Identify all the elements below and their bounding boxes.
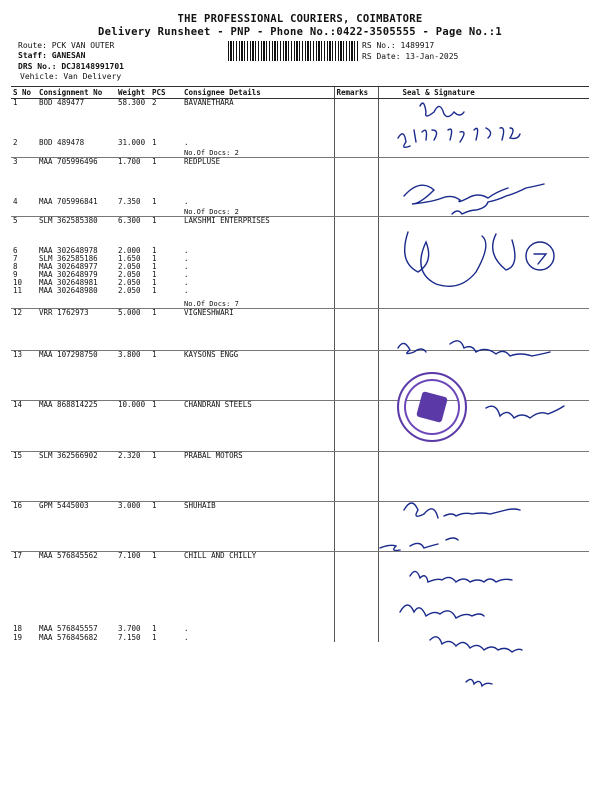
signature-cell [378,309,589,351]
signature-cell [378,198,589,206]
consignee-cell: LAKSHMI ENTERPRISES [184,216,270,225]
signature-cell [378,287,589,295]
docs-count-row [11,206,589,217]
table-row [11,271,589,279]
remarks-cell [334,309,378,351]
sno-cell: 6 [13,246,18,255]
table-row [11,600,589,633]
remarks-cell [334,552,378,600]
consignment-cell: MAA 576845562 [39,551,98,560]
table-row [11,279,589,287]
signature-cell [378,271,589,279]
sno-cell: 14 [11,401,37,452]
remarks-cell [334,198,378,206]
remarks-cell [334,247,378,255]
table-row [11,247,589,255]
col-consignee: Consignee Details [182,87,334,99]
consignee-cell: . [184,246,189,255]
docs-count: No.Of Docs: 2 [182,147,334,158]
table-row [11,351,589,401]
remarks-cell [334,255,378,263]
consignee-cell: . [184,270,189,279]
consignee-cell: . [184,254,189,263]
consignee-cell: . [184,278,189,287]
col-consignment: Consignment No [37,87,116,99]
weight-cell: 58.300 [118,98,146,107]
table-row [11,401,589,452]
weight-cell: 2.050 [118,286,141,295]
weight-cell: 2.050 [118,270,141,279]
document-subtitle: Delivery Runsheet - PNP - Phone No.:0422-3505555 - Page No.:1 [98,26,502,38]
consignee-cell: . [184,286,189,295]
consignment-cell: MAA 576845682 [39,632,98,642]
consignment-cell: MAA 302648981 [39,278,98,287]
runsheet-table [11,86,589,642]
sno-cell: 13 [11,351,37,401]
sno-cell: 2 [13,138,18,147]
consignee-cell: PRABAL MOTORS [182,452,334,502]
table-row [11,287,589,295]
weight-cell: 31.000 [118,138,146,147]
pcs-cell: 1 [150,452,182,502]
consignee-cell: BAVANETHARA [184,98,234,107]
signature-cell [378,158,589,198]
table-row [11,217,589,247]
weight-cell: 7.350 [118,197,141,206]
pcs-cell: 1 [152,286,157,295]
consignment-cell: SLM 362585380 [39,216,98,225]
weight-cell: 3.700 [118,623,141,633]
signature-cell [378,633,589,642]
pcs-cell: 1 [152,138,157,147]
consignee-cell: SHUHAIB [182,502,334,552]
sno-cell: 1 [13,98,18,107]
docs-count-row [11,295,589,309]
consignment-cell: MAA 576845557 [39,623,98,633]
pcs-cell: 1 [152,623,157,633]
pcs-cell: 1 [152,262,157,271]
sno-cell: 10 [13,278,23,287]
pcs-cell: 1 [150,351,182,401]
signature-cell [378,452,589,502]
consignment-cell: MAA 705996496 [39,157,98,166]
signature-cell [378,255,589,263]
col-pcs: PCS [150,87,182,99]
weight-cell: 2.050 [118,262,141,271]
weight-cell: 10.000 [116,401,150,452]
staff-label: Staff: GANESAN [18,51,86,60]
col-remarks: Remarks [334,87,378,99]
signature-cell [378,552,589,600]
rs-date: RS Date: 13-Jan-2025 [362,52,459,61]
consignment-cell: BOD 489478 [39,138,85,147]
weight-cell: 5.000 [116,309,150,351]
pcs-cell: 1 [152,270,157,279]
consignment-cell: MAA 302648977 [39,262,98,271]
consignee-cell: . [184,197,189,206]
route-label: Route: PCK VAN OUTER [18,41,115,50]
remarks-cell [334,99,378,139]
pcs-cell: 1 [152,197,157,206]
table-row [11,502,589,552]
remarks-cell [334,633,378,642]
weight-cell: 1.650 [118,254,141,263]
consignee-cell: CHILL AND CHILLY [184,551,257,560]
consignment-cell: SLM 362585186 [39,254,98,263]
table-row [11,158,589,198]
consignment-cell: MAA 705996841 [39,197,98,206]
drs-number: DRS No.: DCJ8148991701 [18,62,124,71]
sno-cell: 11 [13,286,23,295]
company-stamp [397,372,467,442]
table-row [11,452,589,502]
consignee-cell: REDPLUSE [184,157,221,166]
signature-cell [378,600,589,633]
table-row [11,633,589,642]
vehicle-label: Vehicle: Van Delivery [20,72,122,81]
signature-cell [378,279,589,287]
signature-cell [378,263,589,271]
signature-cell [378,247,589,255]
pcs-cell: 2 [152,98,157,107]
consignee-cell: . [184,262,189,271]
remarks-cell [334,401,378,452]
remarks-cell [334,139,378,147]
document-title: THE PROFESSIONAL COURIERS, COIMBATORE [177,13,423,25]
signature-cell [378,139,589,147]
consignee-cell: VIGNESHWARI [182,309,334,351]
weight-cell: 2.050 [118,278,141,287]
consignee-cell: KAYSONS ENGG [182,351,334,401]
table-row [11,263,589,271]
remarks-cell [334,600,378,633]
sno-cell: 9 [13,270,18,279]
table-row [11,99,589,139]
signature-cell [378,99,589,139]
remarks-cell [334,158,378,198]
sno-cell: 7 [13,254,18,263]
remarks-cell [334,287,378,295]
sno-cell: 18 [13,623,23,633]
col-seal: Seal & Signature [378,87,589,99]
signature-cell [378,502,589,552]
remarks-cell [334,263,378,271]
weight-cell: 1.700 [118,157,141,166]
remarks-cell [334,279,378,287]
sno-cell: 5 [13,216,18,225]
weight-cell: 3.800 [116,351,150,401]
weight-cell: 2.000 [118,246,141,255]
weight-cell: 2.320 [116,452,150,502]
pcs-cell: 1 [152,254,157,263]
consignee-cell: . [184,632,189,642]
remarks-cell [334,271,378,279]
weight-cell: 3.000 [116,502,150,552]
remarks-cell [334,452,378,502]
consignee-cell: . [184,138,189,147]
consignee-cell: . [184,623,189,633]
consignment-cell: MAA 302648978 [39,246,98,255]
table-header-row [11,87,589,99]
col-sno: S No [11,87,37,99]
col-weight: Weight [116,87,150,99]
weight-cell: 7.150 [118,632,141,642]
pcs-cell: 1 [152,278,157,287]
pcs-cell: 1 [152,551,157,560]
consignment-cell: VRR 1762973 [37,309,116,351]
docs-count: No.Of Docs: 7 [182,295,334,309]
remarks-cell [334,351,378,401]
consignee-cell: CHANDRAN STEELS [182,401,334,452]
pcs-cell: 1 [152,632,157,642]
sno-cell: 17 [13,551,23,560]
stamp-logo-icon [416,391,448,423]
sno-cell: 4 [13,197,18,206]
weight-cell: 6.300 [118,216,141,225]
pcs-cell: 1 [150,309,182,351]
pcs-cell: 1 [150,502,182,552]
table-row [11,255,589,263]
barcode [228,41,358,61]
consignment-cell: BOD 489477 [39,98,85,107]
remarks-cell [334,502,378,552]
pcs-cell: 1 [150,401,182,452]
consignment-cell: SLM 362566902 [37,452,116,502]
sno-cell: 15 [11,452,37,502]
sno-cell: 3 [13,157,18,166]
weight-cell: 7.100 [118,551,141,560]
consignment-cell: GPM 5445003 [37,502,116,552]
remarks-cell [334,217,378,247]
sno-cell: 8 [13,262,18,271]
pcs-cell: 1 [152,157,157,166]
consignment-cell: MAA 868814225 [37,401,116,452]
pcs-cell: 1 [152,216,157,225]
docs-count-row [11,147,589,158]
pcs-cell: 1 [152,246,157,255]
table-row [11,139,589,147]
table-row [11,309,589,351]
table-row [11,198,589,206]
table-row [11,552,589,600]
sno-cell: 12 [11,309,37,351]
sno-cell: 16 [11,502,37,552]
docs-count: No.Of Docs: 2 [182,206,334,217]
consignment-cell: MAA 302648979 [39,270,98,279]
consignment-cell: MAA 302648980 [39,286,98,295]
rs-number: RS No.: 1489917 [362,41,435,50]
sno-cell: 19 [13,632,23,642]
consignment-cell: MAA 107298750 [37,351,116,401]
signature-cell [378,217,589,247]
